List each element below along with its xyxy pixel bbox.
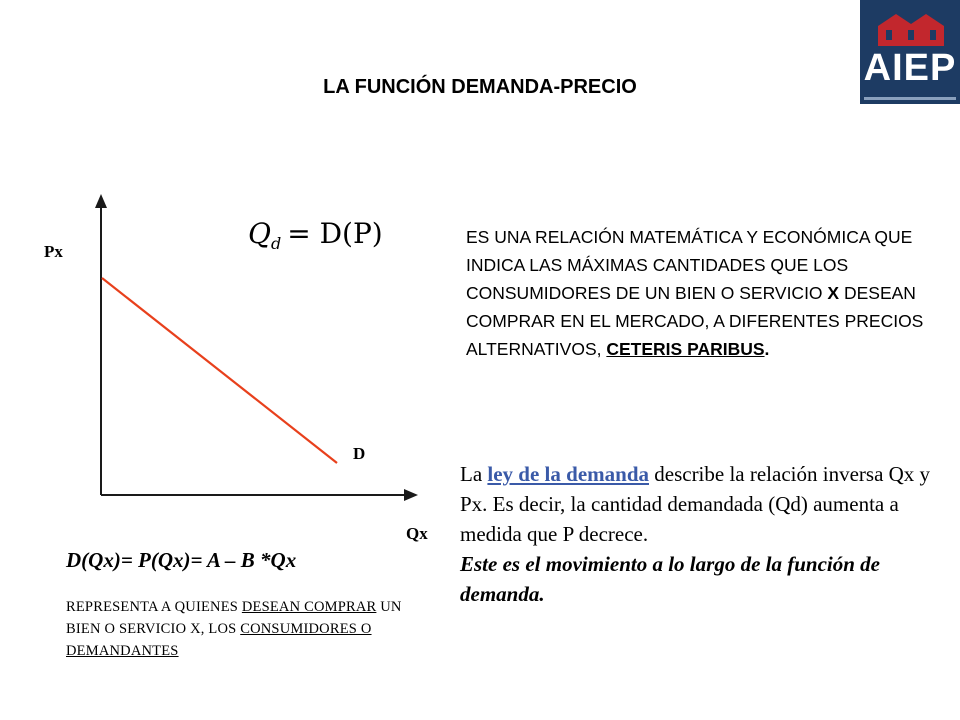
demand-graph: [40, 190, 440, 543]
equation-rhs: = D(P): [287, 217, 383, 250]
demand-formula: D(Qx)= P(Qx)= A – B *Qx: [66, 548, 297, 572]
equation: [248, 217, 383, 253]
ceteris-paribus: CETERIS PARIBUS: [606, 339, 765, 359]
definition-text: ES UNA RELACIÓN MATEMÁTICA Y ECONÓMICA QUE INDICA LAS MÁXIMAS CANTIDADES QUE LOS CONSUMIDORES DE UN BIEN O SERVICIO X DESEAN COMPRAR EN EL MERCADO, A DIFERENTES PRECIOS ALTERNATIVOS, CETERIS PARIBUS.: [466, 227, 924, 359]
logo-text: AIEP: [863, 47, 957, 89]
equation-subscript: d: [270, 234, 282, 253]
equation-lhs: Q: [248, 217, 271, 250]
bold-x: X: [827, 283, 840, 303]
y-axis-label: Px: [44, 242, 63, 261]
x-axis-label: Qx: [406, 524, 428, 543]
building-emblem-icon: [876, 12, 946, 46]
page-title: LA FUNCIÓN DEMANDA-PRECIO: [323, 76, 637, 98]
curve-label: D: [353, 444, 366, 463]
movement-note: Este es el movimiento a lo largo de la función de demanda.: [460, 552, 880, 606]
demand-curve: [102, 278, 337, 463]
ley-de-la-demanda-link[interactable]: ley de la demanda: [487, 462, 649, 486]
law-of-demand-paragraph: La ley de la demanda describe la relación inversa Qx y Px. Es decir, la cantidad demandada (Qd) aumenta a medida que P decrece. Este es el movimiento a lo largo de la función de demanda.: [460, 462, 931, 606]
represents-note: REPRESENTA A QUIENES DESEAN COMPRAR UN BIEN O SERVICIO X, LOS CONSUMIDORES O DEMANDANTES: [66, 599, 402, 659]
